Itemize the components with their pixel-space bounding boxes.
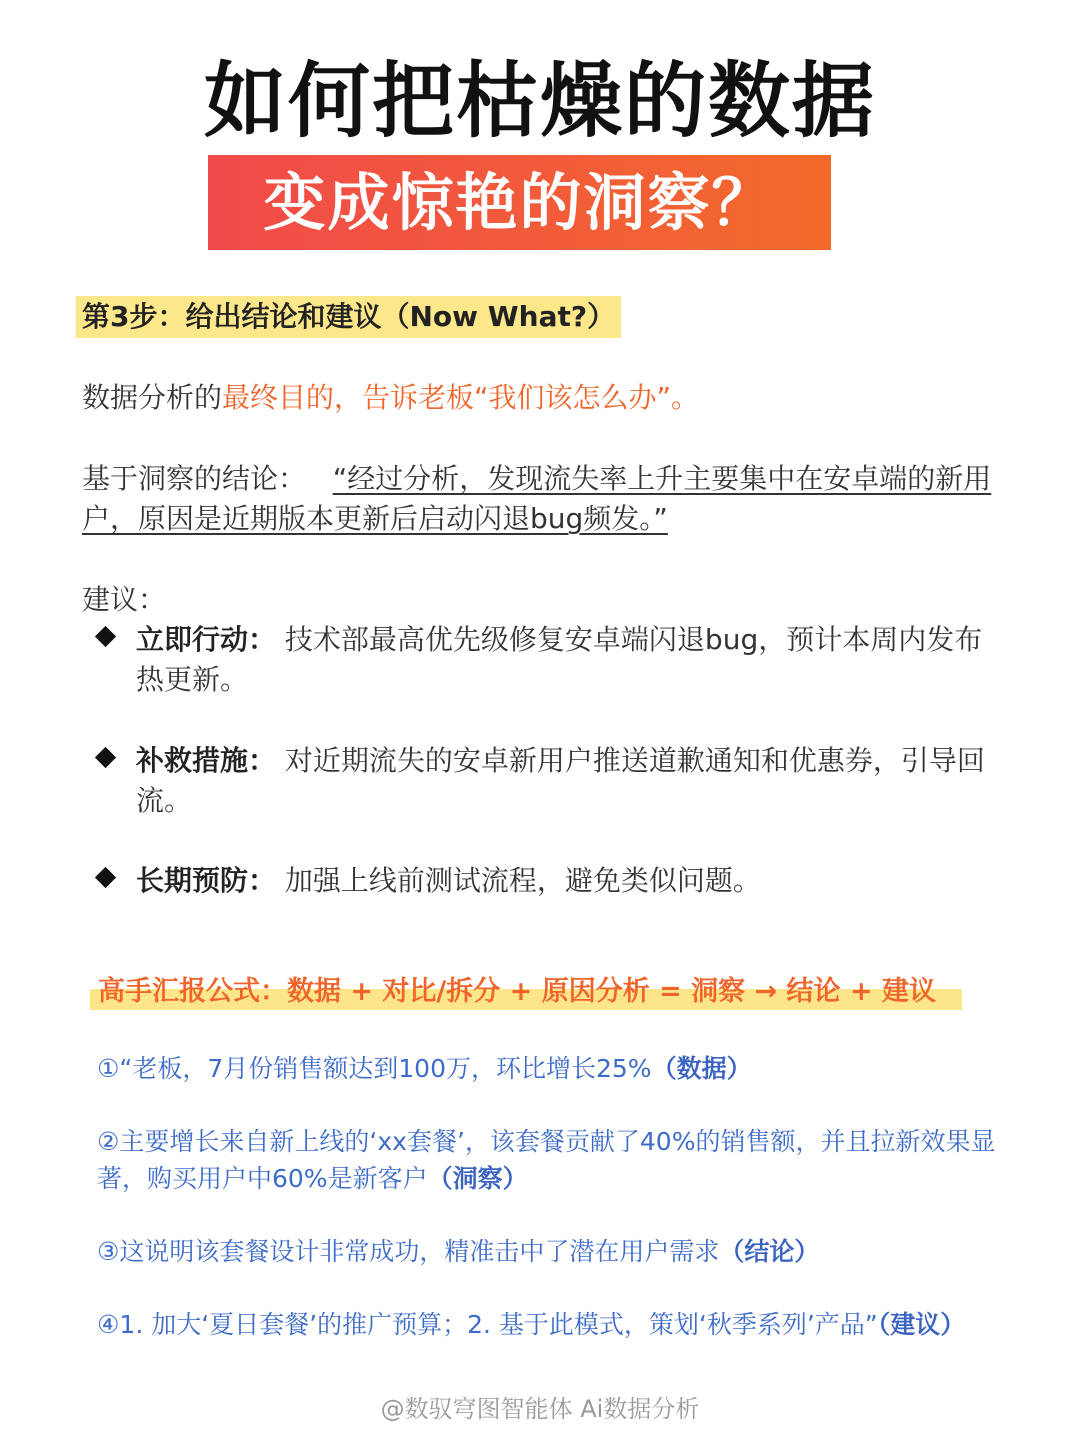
conclusion-quote: “经过分析，发现流失率上升主要集中在安卓端的新用户，原因是近期版本更新后启动闪退bug频发。”: [82, 462, 992, 535]
advice-item-text: 对近期流失的安卓新用户推送道歉通知和优惠券，引导回流。: [136, 744, 985, 817]
example-text: ①“老板，7月份销售额达到100万，环比增长25%: [97, 1054, 652, 1083]
diamond-bullet-icon: [95, 626, 116, 647]
page-subtitle: 变成惊艳的洞察？: [263, 166, 776, 239]
footer-watermark: @数驭穹图智能体 Ai数据分析: [380, 1395, 700, 1423]
purpose-prefix: 数据分析的: [82, 381, 223, 414]
purpose-highlight: 最终目的，告诉老板“我们该怎么办”: [222, 381, 672, 414]
example-text: ②主要增长来自新上线的‘xx套餐’，该套餐贡献了40%的销售额，并且拉新效果显著，购买用户中60%是新客户: [97, 1127, 996, 1193]
conclusion-paragraph: [82, 459, 997, 539]
example-text: ③这说明该套餐设计非常成功，精准击中了潜在用户需求: [97, 1237, 720, 1266]
purpose-paragraph: [82, 378, 982, 418]
diamond-bullet-icon: [95, 747, 116, 768]
example-tag: （结论）: [719, 1237, 820, 1266]
example-tag: （洞察）: [427, 1164, 528, 1193]
advice-item-title: 长期预防：: [136, 864, 277, 897]
example-advice: [97, 1306, 1027, 1343]
diamond-bullet-icon: [95, 867, 116, 888]
purpose-suffix: 。: [671, 381, 700, 414]
example-conclusion: [97, 1233, 1027, 1270]
advice-item-text: 加强上线前测试流程，避免类似问题。: [284, 864, 761, 897]
example-data: [97, 1050, 1027, 1087]
advice-item-title: 立即行动：: [136, 623, 277, 656]
report-formula: 高手汇报公式：数据 + 对比/拆分 + 原因分析 = 洞察 → 结论 + 建议: [98, 976, 936, 1007]
advice-item-text: 技术部最高优先级修复安卓端闪退bug，预计本周内发布热更新。: [136, 623, 983, 696]
advice-item-title: 补救措施：: [136, 744, 277, 777]
step-heading: 第3步：给出结论和建议（Now What?）: [76, 296, 621, 338]
example-tag: （数据）: [651, 1054, 752, 1083]
example-insight: [97, 1123, 1027, 1197]
advice-label: 建议：: [82, 583, 167, 616]
page-title: 如何把枯燥的数据: [203, 54, 876, 149]
example-tag: （建议）: [877, 1310, 966, 1339]
example-text: ④1. 加大‘夏日套餐’的推广预算；2. 基于此模式，策划‘秋季系列’产品”: [97, 1310, 878, 1339]
conclusion-label: 基于洞察的结论：: [82, 462, 307, 495]
